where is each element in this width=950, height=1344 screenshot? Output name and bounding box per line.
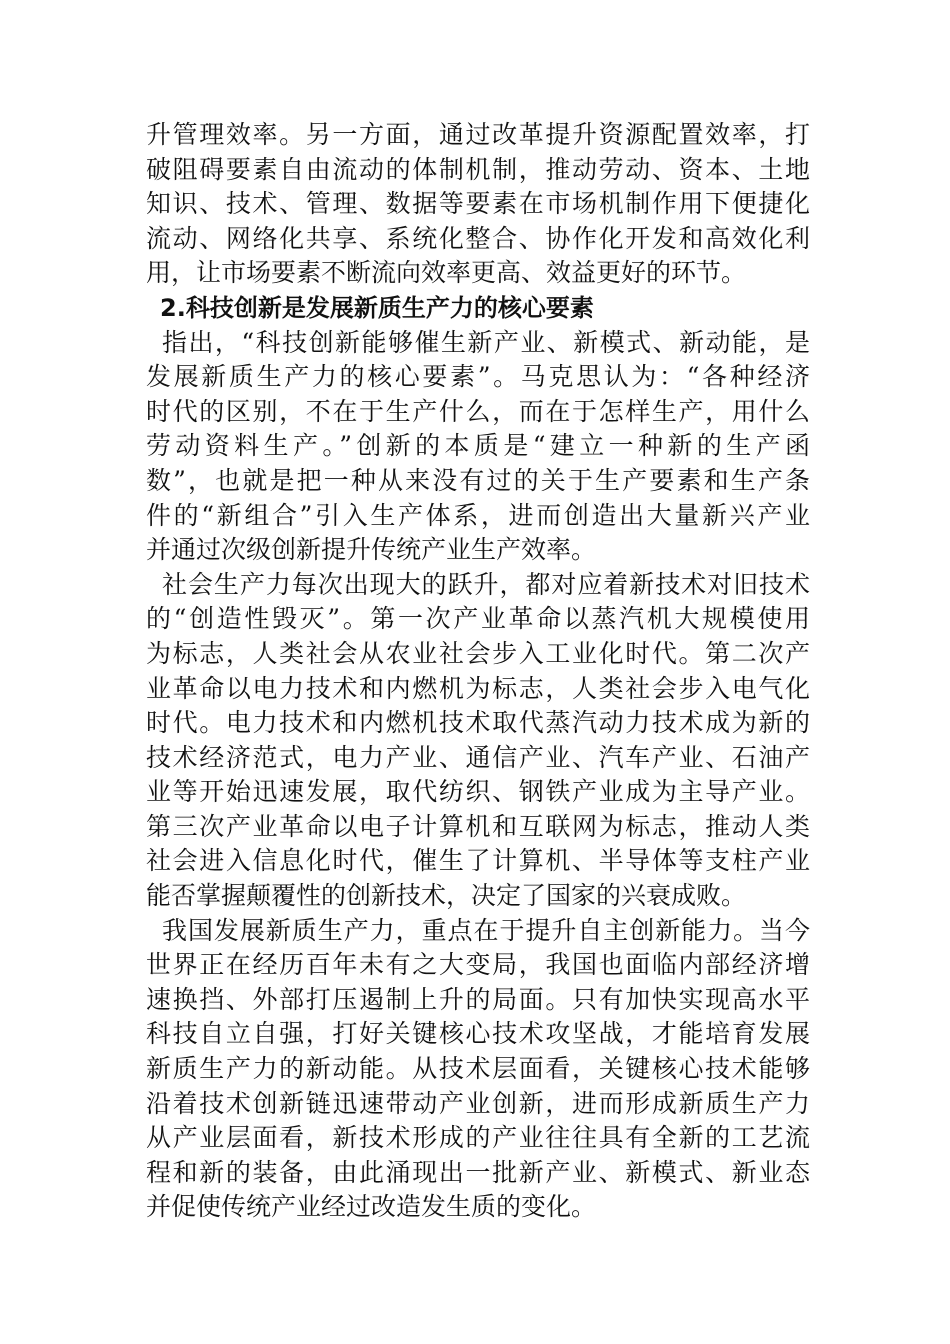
- text-line: 我国发展新质生产力，重点在于提升自主创新能力。当今: [162, 915, 810, 945]
- paragraph-independent-innovation: [146, 914, 810, 1225]
- text-line: 用，让市场要素不断流向效率更高、效益更好的环节。: [146, 258, 747, 288]
- text-line: 破阻碍要素自由流动的体制机制，推动劳动、资本、土地: [146, 154, 810, 184]
- text-line: 业等开始迅速发展，取代纺织、钢铁产业成为主导产业。: [146, 777, 810, 807]
- text-line: 发展新质生产力的核心要素”。马克思认为：“各种经济: [146, 362, 810, 392]
- text-line: 科技自立自强，打好关键核心技术攻坚战，才能培育发展: [146, 1019, 810, 1049]
- text-line: 技术经济范式，电力产业、通信产业、汽车产业、石油产: [146, 742, 810, 772]
- text-line: 世界正在经历百年未有之大变局，我国也面临内部经济增: [146, 950, 810, 980]
- text-line: 从产业层面看，新技术形成的产业往往具有全新的工艺流: [146, 1123, 810, 1153]
- document-page: [146, 118, 810, 1225]
- text-line: 沿着技术创新链迅速带动产业创新，进而形成新质生产力: [146, 1088, 810, 1118]
- text-line: 时代。电力技术和内燃机技术取代蒸汽动力技术成为新的: [146, 708, 810, 738]
- text-line: 升管理效率。另一方面，通过改革提升资源配置效率，打: [146, 120, 810, 149]
- text-line: 能否掌握颠覆性的创新技术，决定了国家的兴衰成败。: [146, 881, 747, 911]
- text-line: 的“创造性毁灭”。第一次产业革命以蒸汽机大规模使用: [146, 604, 810, 634]
- text-line: 速换挡、外部打压遏制上升的局面。只有加快实现高水平: [146, 984, 810, 1014]
- paragraph-innovation-core: [146, 326, 810, 568]
- text-line: 并促使传统产业经过改造发生质的变化。: [146, 1192, 597, 1222]
- text-line: 程和新的装备，由此涌现出一批新产业、新模式、新业态: [146, 1157, 810, 1187]
- text-line: 业革命以电力技术和内燃机为标志，人类社会步入电气化: [146, 673, 810, 703]
- text-line: 社会生产力每次出现大的跃升，都对应着新技术对旧技术: [162, 569, 810, 599]
- text-line: 件的“新组合”引入生产体系，进而创造出大量新兴产业: [146, 500, 810, 530]
- text-line: 新质生产力的新动能。从技术层面看，关键核心技术能够: [146, 1054, 810, 1084]
- text-line: 劳动资料生产。”创新的本质是“建立一种新的生产函: [146, 431, 810, 461]
- text-line: 数”，也就是把一种从来没有过的关于生产要素和生产条: [146, 465, 810, 495]
- text-line: 第三次产业革命以电子计算机和互联网为标志，推动人类: [146, 811, 810, 841]
- text-line: 流动、网络化共享、系统化整合、协作化开发和高效化利: [146, 223, 810, 253]
- section-heading: 2.科技创新是发展新质生产力的核心要素: [160, 293, 594, 322]
- paragraph-industrial-revolutions: [146, 568, 810, 914]
- paragraph-management-efficiency: [146, 118, 810, 291]
- text-line: 并通过次级创新提升传统产业生产效率。: [146, 535, 597, 565]
- text-line: 知识、技术、管理、数据等要素在市场机制作用下便捷化: [146, 189, 810, 219]
- text-line: 指出，“科技创新能够催生新产业、新模式、新动能，是: [162, 327, 810, 357]
- text-line: 时代的区别，不在于生产什么，而在于怎样生产，用什么: [146, 396, 810, 426]
- text-line: 为标志，人类社会从农业社会步入工业化时代。第二次产: [146, 638, 810, 668]
- text-line: 社会进入信息化时代，催生了计算机、半导体等支柱产业: [146, 846, 810, 876]
